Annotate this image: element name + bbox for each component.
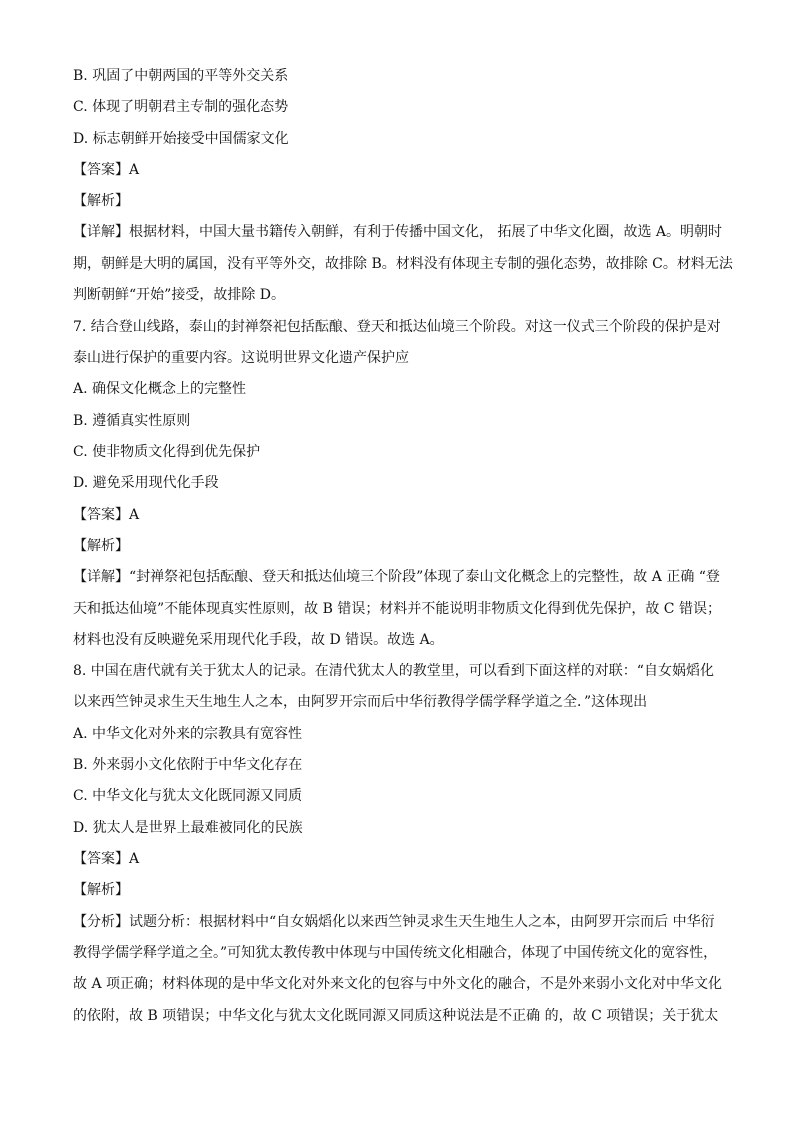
q6-answer: 【答案】A xyxy=(73,162,140,178)
q6-detail-line-2: 期，朝鲜是大明的属国，没有平等外交，故排除 B。材料没有体现主专制的强化态势，故排除 C。材料无法 xyxy=(73,256,733,272)
q7-analysis-label: 【解析】 xyxy=(73,538,129,554)
q7-detail-line-1: 【详解】“封禅祭祀包括酝酿、登天和抵达仙境三个阶段”体现了泰山文化概念上的完整性，故 A 正确 “登 xyxy=(73,569,720,585)
q8-detail-line-3: 故 A 项正确；材料体现的是中华文化对外来文化的包容与中外文化的融合，不是外来弱小文化对中华文化 xyxy=(73,976,723,992)
q7-detail-line-2: 天和抵达仙境”不能体现真实性原则，故 B 错误；材料并不能说明非物质文化得到优先保护，故 C 错误； xyxy=(73,601,721,617)
q8-analysis-label: 【解析】 xyxy=(73,882,129,898)
q7-option-a: A. 确保文化概念上的完整性 xyxy=(73,381,247,397)
q7-detail-line-3: 材料也没有反映避免采用现代化手段，故 D 错误。故选 A。 xyxy=(73,632,444,648)
q6-option-c: C. 体现了明朝君主专制的强化态势 xyxy=(73,99,289,115)
q7-stem-line-1: 7. 结合登山线路，泰山的封禅祭祀包括酝酿、登天和抵达仙境三个阶段。对这一仪式三个阶段的保护是对 xyxy=(73,319,721,335)
q8-option-a: A. 中华文化对外来的宗教具有宽容性 xyxy=(73,726,303,742)
q8-option-d: D. 犹太人是世界上最难被同化的民族 xyxy=(73,820,303,836)
q7-answer: 【答案】A xyxy=(73,507,140,523)
q6-option-b: B. 巩固了中朝两国的平等外交关系 xyxy=(73,68,289,84)
q6-option-d: D. 标志朝鲜开始接受中国儒家文化 xyxy=(73,131,289,147)
q7-stem-line-2: 泰山进行保护的重要内容。这说明世界文化遗产保护应 xyxy=(73,350,409,366)
q8-detail-line-2: 教得学儒学释学道之全。”可知犹太教传教中体现与中国传统文化相融合，体现了中国传统文化的宽容性， xyxy=(73,945,718,961)
q8-detail-line-1: 【分析】试题分析：根据材料中“自女娲熖化以来西竺钟灵求生天生地生人之本，由阿罗开宗而后 中华衍 xyxy=(73,914,715,930)
q8-answer: 【答案】A xyxy=(73,851,140,867)
q7-option-c: C. 使非物质文化得到优先保护 xyxy=(73,444,261,460)
q8-detail-line-4: 的依附，故 B 项错误；中华文化与犹太文化既同源又同质这种说法是不正确 的，故 C 项错误；关于犹太 xyxy=(73,1008,719,1024)
q6-analysis-label: 【解析】 xyxy=(73,193,129,209)
q7-option-b: B. 遵循真实性原则 xyxy=(73,413,191,429)
q6-detail-line-3: 判断朝鲜“开始”接受，故排除 D。 xyxy=(73,287,285,303)
q7-option-d: D. 避免采用现代化手段 xyxy=(73,475,219,491)
q8-option-b: B. 外来弱小文化依附于中华文化存在 xyxy=(73,757,303,773)
q8-stem-line-1: 8. 中国在唐代就有关于犹太人的记录。在清代犹太人的教堂里，可以看到下面这样的对联：“自女娲熖化 xyxy=(73,663,714,679)
q8-option-c: C. 中华文化与犹太文化既同源又同质 xyxy=(73,788,303,804)
q6-detail-line-1: 【详解】根据材料，中国大量书籍传入朝鲜，有利于传播中国文化， 拓展了中华文化圈，故选 A。明朝时 xyxy=(73,224,723,240)
q8-stem-line-2: 以来西竺钟灵求生天生地生人之本，由阿罗开宗而后中华衍教得学儒学释学道之全．”这体现出 xyxy=(73,694,648,710)
